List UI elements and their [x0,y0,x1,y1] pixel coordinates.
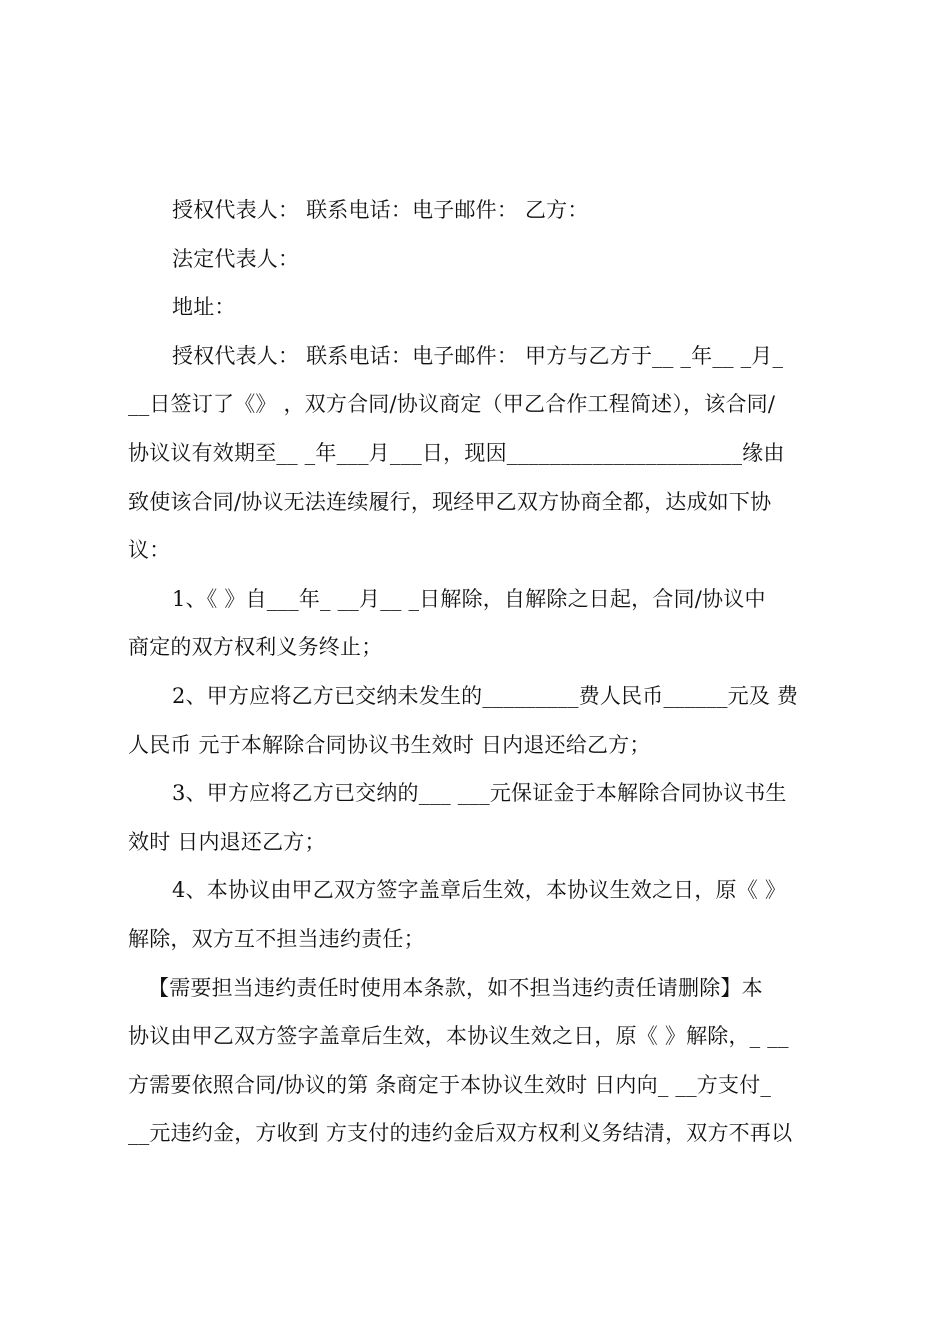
text-line: 2、甲方应将乙方已交纳未发生的_________费人民币______元及 费 [172,683,799,708]
text-line: 议： [128,538,171,563]
text-line: 法定代表人： [172,246,300,271]
text-line: 方需要依照合同/协议的第 条商定于本协议生效时 日内向_ __方支付_ [128,1072,772,1097]
clause-2 [128,672,833,769]
clause-breach-optional [128,964,833,1158]
text-line: 人民币 元于本解除合同协议书生效时 日内退还给乙方； [128,732,651,757]
text-line: 【需要担当违约责任时使用本条款，如不担当违约责任请删除】本 [148,975,763,1000]
clause-4 [128,866,833,963]
clause-3 [128,769,833,866]
clause-1 [128,575,833,672]
text-line: 地址： [172,295,236,320]
text-line: 协议由甲乙双方签字盖章后生效，本协议生效之日，原《 》解除，_ __ [128,1024,789,1049]
text-line: 致使该合同/协议无法连续履行，现经甲乙双方协商全都，达成如下协 [128,489,772,514]
text-line: 效时 日内退还乙方； [128,829,326,854]
text-line: 商定的双方权利义务终止； [128,635,383,660]
paragraph-legal-rep [128,235,833,284]
document-body [128,186,833,1158]
text-line: 解除，双方互不担当违约责任； [128,926,425,951]
paragraph-authorized-rep-b [128,186,833,235]
text-line: 1、《 》自___年_ __月__ _日解除，自解除之日起，合同/协议中 [172,586,766,611]
text-line: 授权代表人： 联系电话：电子邮件： 乙方： [172,198,589,222]
text-line: 授权代表人： 联系电话：电子邮件： 甲方与乙方于__ _年__ _月_ [172,343,784,368]
paragraph-address [128,283,833,332]
text-line: 4、本协议由甲乙双方签字盖章后生效，本协议生效之日，原《 》 [172,878,787,903]
text-line: __元违约金，方收到 方支付的违约金后双方权利义务结清，双方不再以 [128,1121,793,1146]
paragraph-agreement-intro [128,332,833,575]
text-line: 3、甲方应将乙方已交纳的___ ___元保证金于本解除合同协议书生 [172,781,787,806]
text-line: __日签订了《》 ，双方合同/协议商定（甲乙合作工程简述），该合同/ [128,392,776,417]
text-line: 协议议有效期至__ _年___月___日，现因______________________缘由 [128,440,785,465]
